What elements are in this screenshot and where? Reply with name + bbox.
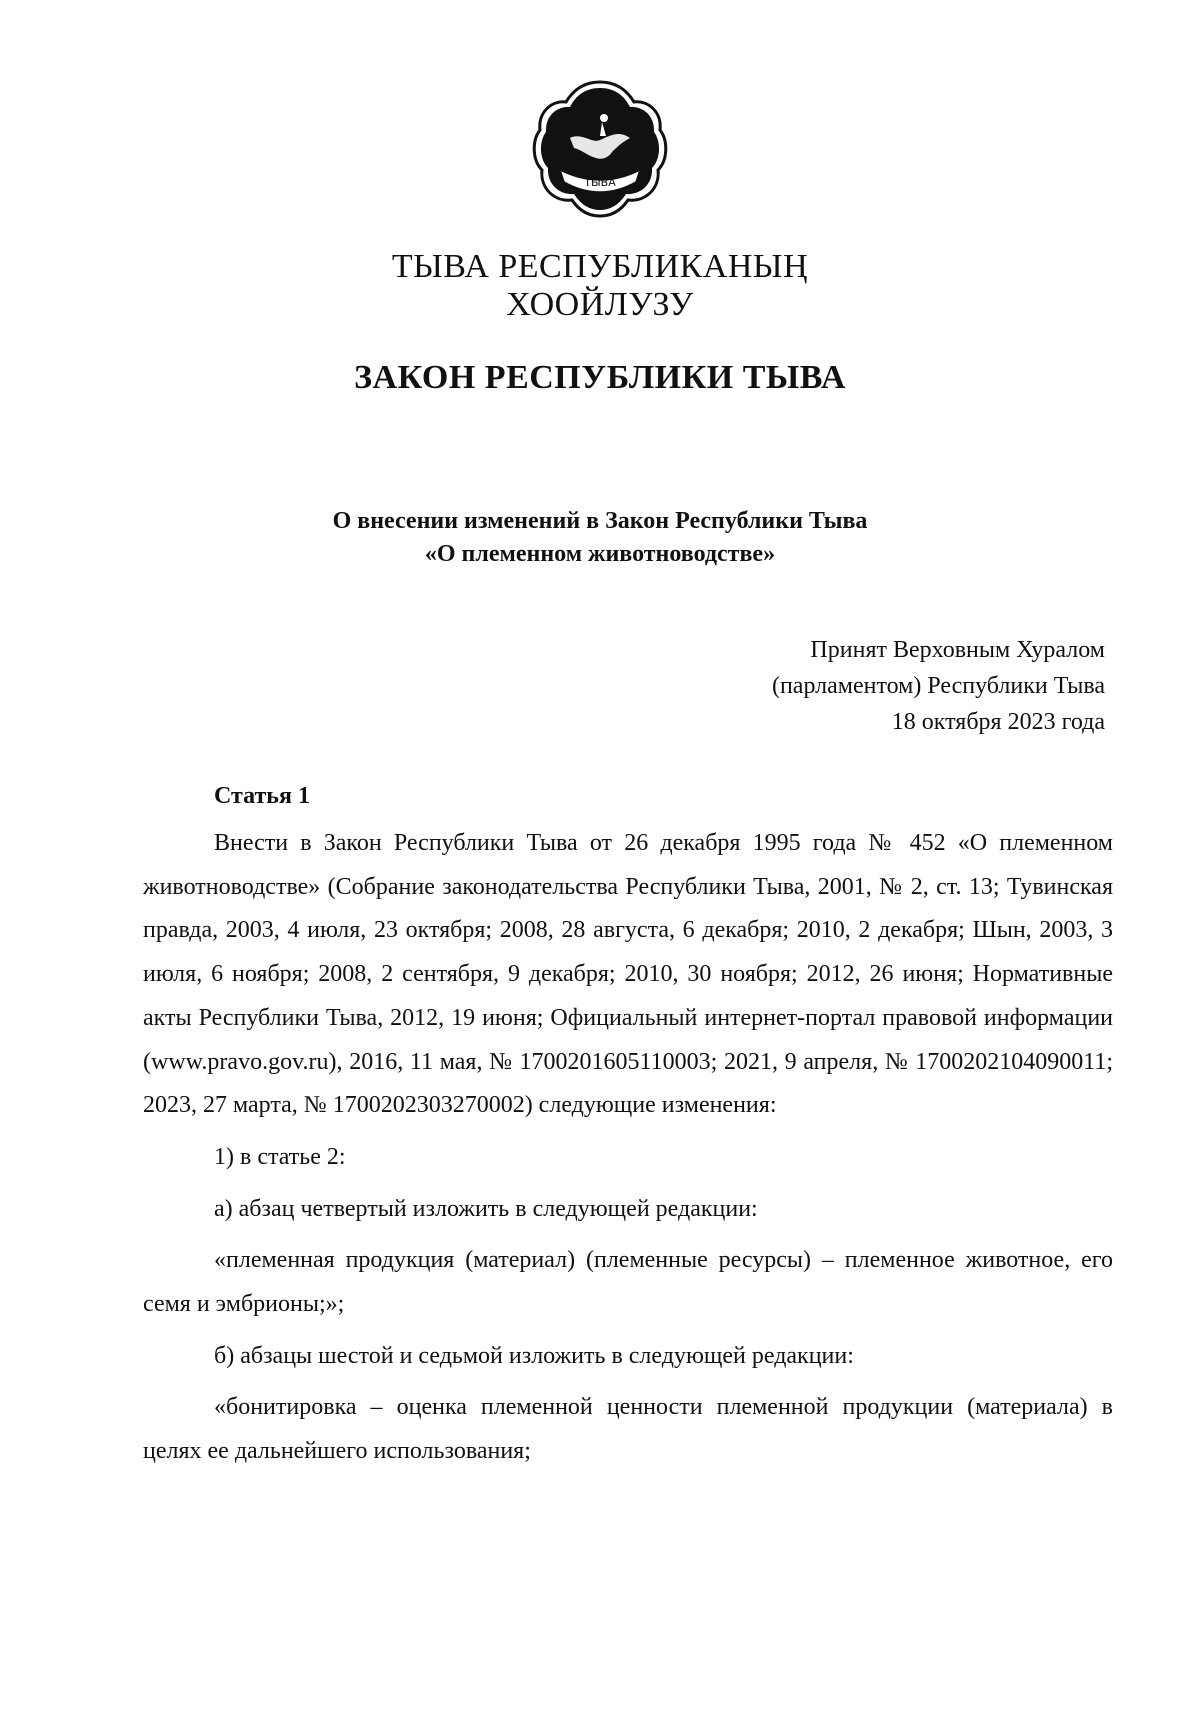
article-body (143, 822, 1113, 1474)
article-heading: Статья 1 (214, 783, 310, 809)
emblem-text: ТЫВА (584, 176, 616, 189)
paragraph: Внести в Закон Республики Тыва от 26 декабря 1995 года № 452 «О племенном животноводстве» (Собрание законодательства Республики Тыва, 2001, № 2, ст. 13; Тувинская правда, 2003, 4 июля, 23 октября; 2008, 28 августа, 6 декабря; 2010, 2 декабря; Шын, 2003, 3 июля, 6 ноября; 2008, 2 сентября, 9 декабря; 2010, 30 ноября; 2012, 26 июня; Нормативные акты Республики Тыва, 2012, 19 июня; Официальный интернет-портал правовой информации (www.pravo.gov.ru), 2016, 11 мая, № 1700201605110003; 2021, 9 апреля, № 1700202104090011; 2023, 27 марта, № 1700202303270002) следующие изменения: (143, 830, 1113, 1119)
document-title-line-1: О внесении изменений в Закон Республики Тыва (332, 508, 868, 534)
adoption-date: 18 октября 2023 года (891, 709, 1105, 735)
paragraph: «бонитировка – оценка племенной ценности племенной продукции (материала) в целях ее дальнейшего использования; (143, 1394, 1113, 1465)
paragraph: а) абзац четвертый изложить в следующей редакции: (214, 1195, 758, 1222)
paragraph: б) абзацы шестой и седьмой изложить в следующей редакции: (214, 1342, 854, 1369)
parliament-name (0, 248, 1200, 324)
law-title: ЗАКОН РЕСПУБЛИКИ ТЫВА (354, 359, 846, 396)
adoption-line-1: Принят Верховным Хуралом (810, 637, 1105, 663)
paragraph: 1) в статье 2: (214, 1143, 346, 1170)
document-title-line-2: «О племенном животноводстве» (424, 541, 776, 567)
adoption-block (772, 632, 1105, 740)
parliament-line-2: ХООЙЛУЗУ (506, 286, 694, 323)
parliament-line-1: ТЫВА РЕСПУБЛИКАНЫҢ (391, 248, 809, 285)
adoption-line-2: (парламентом) Республики Тыва (771, 673, 1105, 699)
document-title (0, 505, 1200, 571)
tuva-coat-of-arms-icon (530, 78, 670, 218)
paragraph: «племенная продукция (материал) (племенные ресурсы) – племенное животное, его семя и эмбрионы;»; (143, 1247, 1113, 1318)
